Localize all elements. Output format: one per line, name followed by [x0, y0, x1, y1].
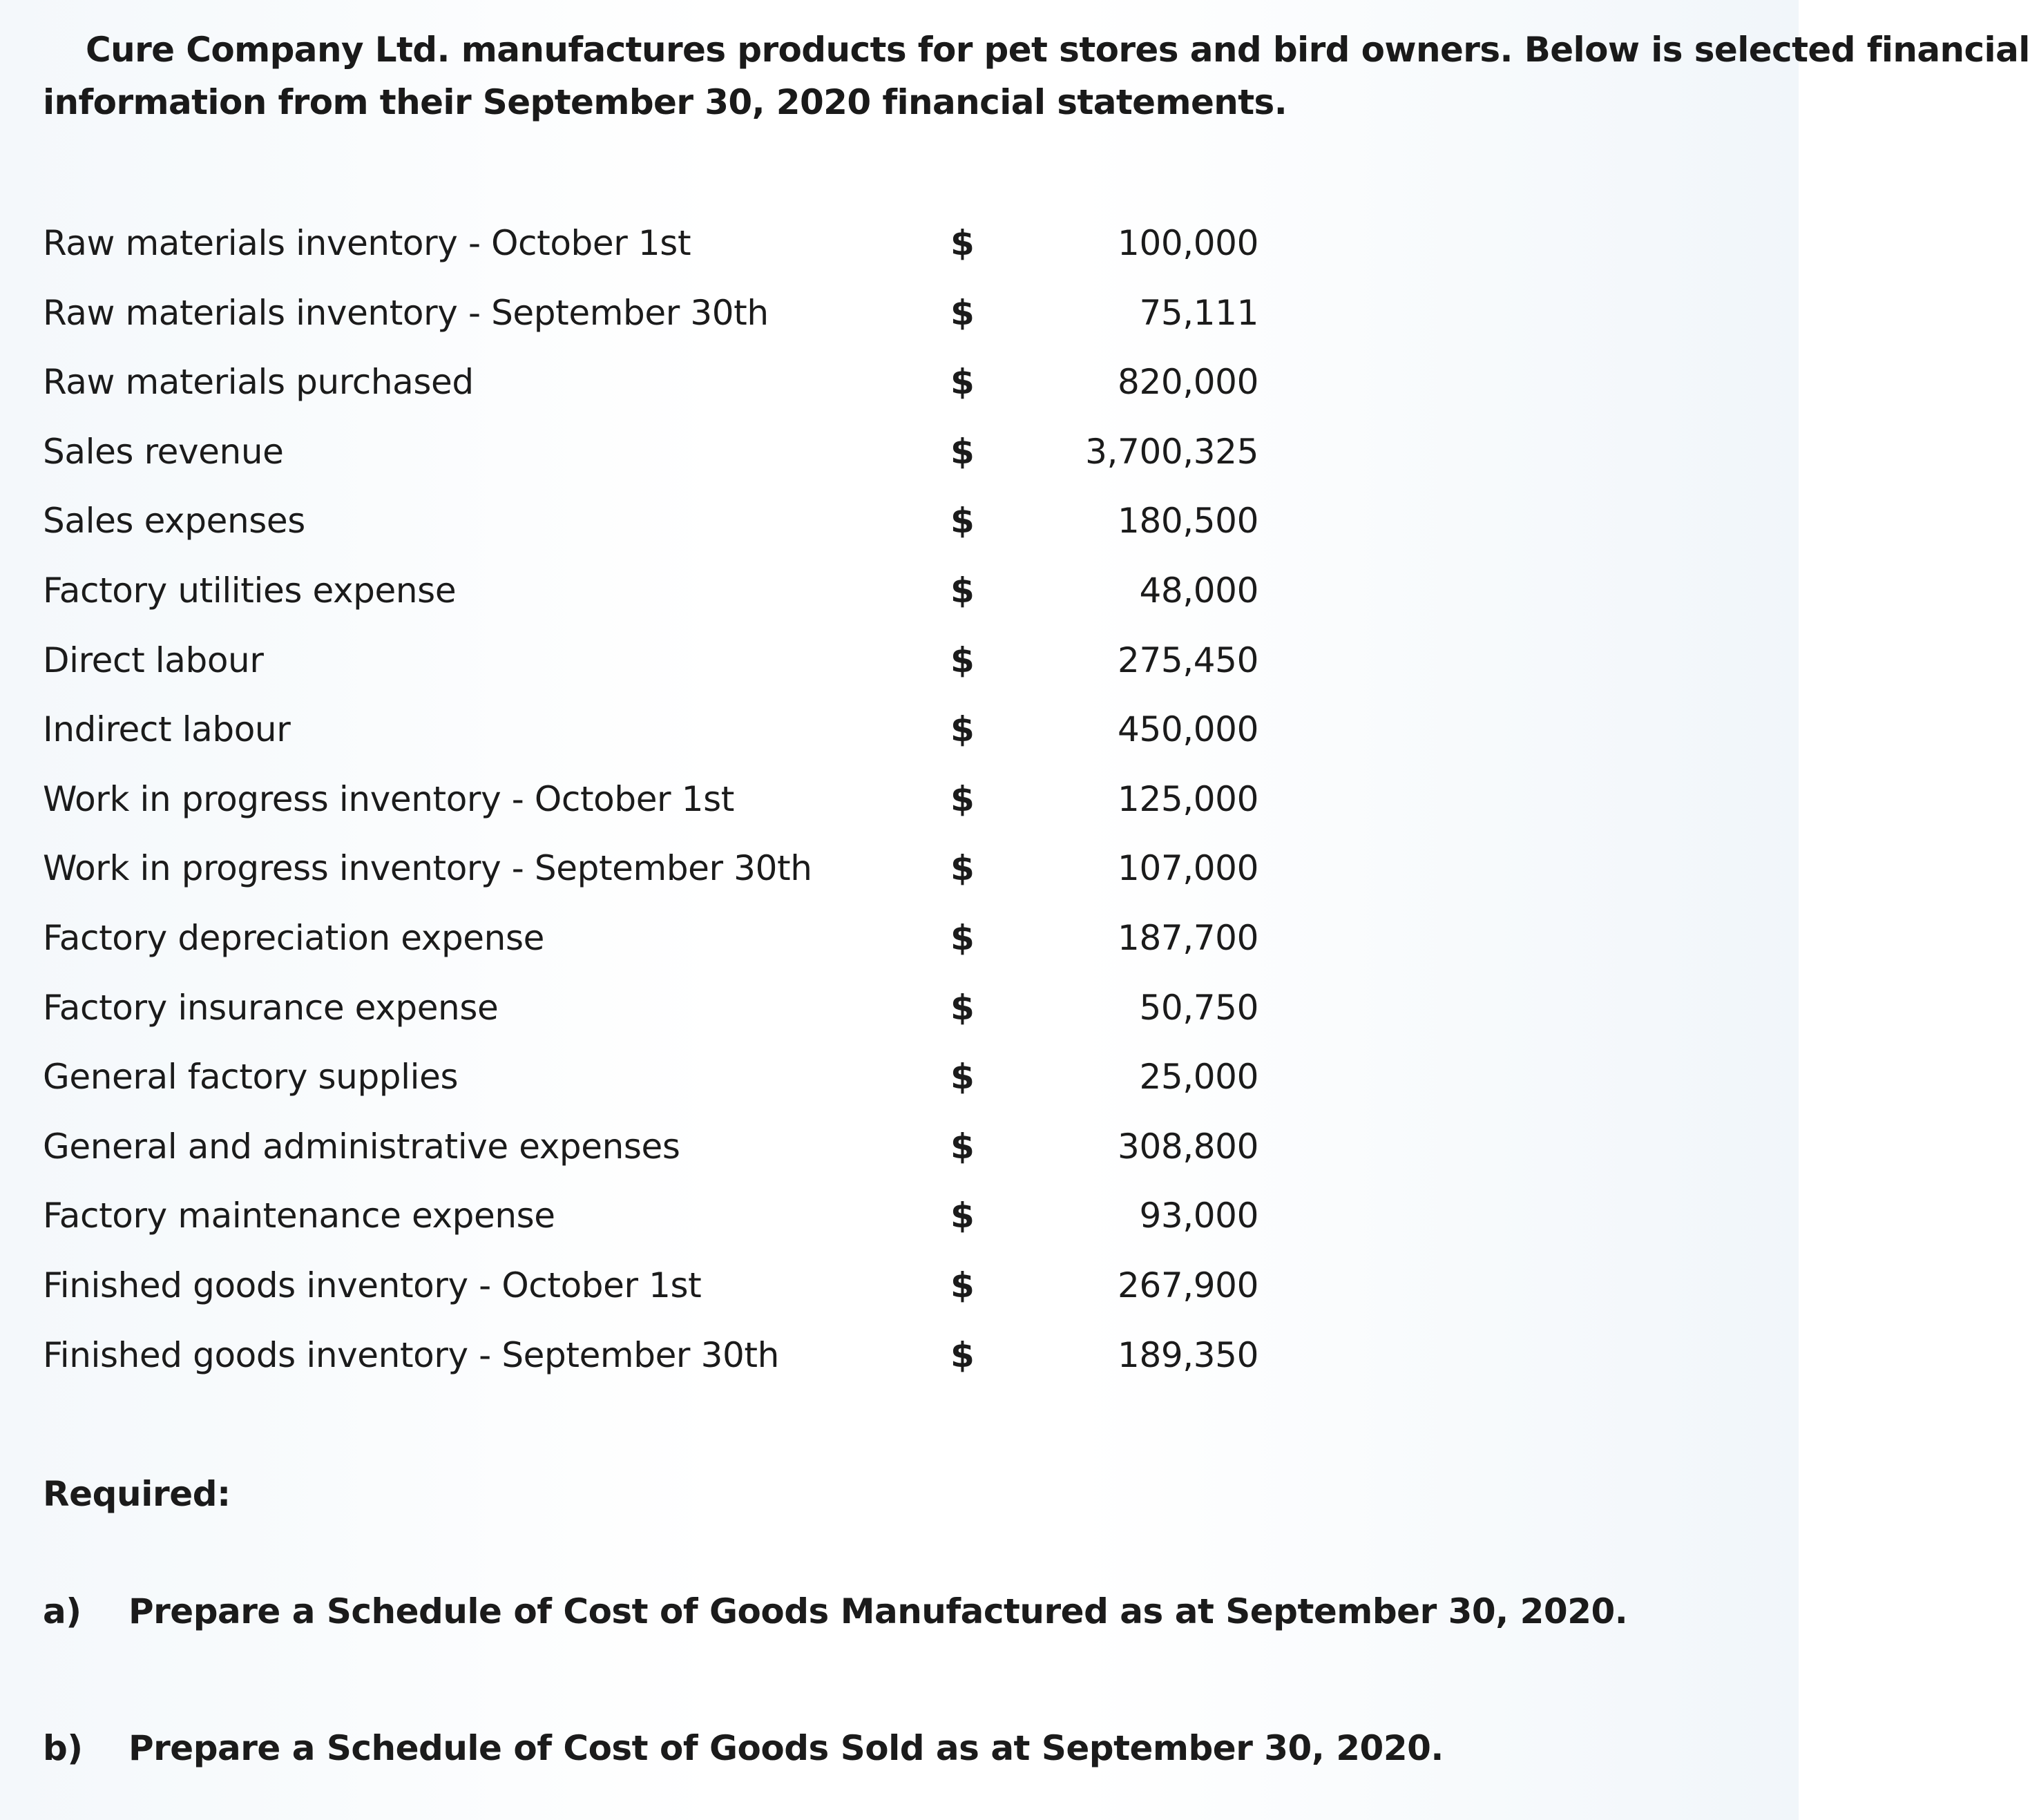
- currency-symbol: $: [950, 501, 975, 542]
- currency-symbol: $: [950, 778, 975, 819]
- item-label: General factory supplies: [43, 1057, 459, 1098]
- currency-symbol: $: [950, 1126, 975, 1167]
- item-label: Raw materials purchased: [43, 362, 474, 403]
- table-row: [43, 907, 1258, 977]
- currency-symbol: $: [950, 362, 975, 403]
- item-amount: 48,000: [1139, 570, 1258, 611]
- item-label: Factory maintenance expense: [43, 1196, 555, 1236]
- item-label: Sales revenue: [43, 431, 284, 472]
- currency-symbol: $: [950, 1196, 975, 1236]
- item-amount: 93,000: [1139, 1196, 1258, 1236]
- table-row: [43, 282, 1258, 352]
- intro-paragraph: [43, 23, 2030, 128]
- item-amount: 275,450: [1118, 640, 1258, 680]
- financial-data-table: [43, 212, 1258, 1393]
- item-amount: 189,350: [1118, 1334, 1258, 1375]
- item-amount: 25,000: [1139, 1057, 1258, 1098]
- currency-symbol: $: [950, 1265, 975, 1305]
- item-label: General and administrative expenses: [43, 1126, 680, 1167]
- item-label: Finished goods inventory - September 30th: [43, 1334, 779, 1375]
- table-row: [43, 351, 1258, 421]
- part-text: Prepare a Schedule of Cost of Goods Sold as at September 30, 2020.: [128, 1728, 1444, 1768]
- item-amount: 308,800: [1118, 1126, 1258, 1167]
- table-row: [43, 212, 1258, 282]
- required-part-b: [43, 1717, 1493, 1779]
- item-amount: 180,500: [1118, 501, 1258, 542]
- currency-symbol: $: [950, 1057, 975, 1098]
- item-label: Factory utilities expense: [43, 570, 457, 611]
- item-amount: 187,700: [1118, 917, 1258, 958]
- required-heading: Required:: [43, 1474, 231, 1514]
- item-amount: 50,750: [1139, 987, 1258, 1028]
- item-label: Raw materials inventory - September 30th: [43, 292, 769, 333]
- part-marker: a): [43, 1591, 82, 1631]
- currency-symbol: $: [950, 570, 975, 611]
- intro-line-2: information from their September 30, 2020 financial statements.: [43, 82, 1287, 122]
- table-row: [43, 421, 1258, 490]
- item-amount: 107,000: [1118, 848, 1258, 889]
- item-amount: 450,000: [1118, 709, 1258, 750]
- table-row: [43, 698, 1258, 768]
- table-row: [43, 837, 1258, 907]
- table-row: [43, 977, 1258, 1046]
- required-part-a: [43, 1580, 1628, 1642]
- item-label: Finished goods inventory - October 1st: [43, 1265, 702, 1305]
- item-amount: 267,900: [1118, 1265, 1258, 1305]
- table-row: [43, 768, 1258, 838]
- currency-symbol: $: [950, 709, 975, 750]
- currency-symbol: $: [950, 292, 975, 333]
- item-label: Work in progress inventory - October 1st: [43, 778, 734, 819]
- table-row: [43, 1046, 1258, 1115]
- item-amount: 125,000: [1118, 778, 1258, 819]
- item-label: Sales expenses: [43, 501, 305, 542]
- item-amount: 75,111: [1139, 292, 1258, 333]
- item-label: Factory insurance expense: [43, 987, 499, 1028]
- currency-symbol: $: [950, 431, 975, 472]
- intro-line-1: Cure Company Ltd. manufactures products for pet stores and bird owners. Below is selected financial: [86, 30, 2030, 70]
- currency-symbol: $: [950, 223, 975, 263]
- table-row: [43, 559, 1258, 629]
- part-text: Prepare a Schedule of Cost of Goods Manufactured as at September 30, 2020.: [128, 1591, 1628, 1631]
- item-label: Raw materials inventory - October 1st: [43, 223, 691, 263]
- currency-symbol: $: [950, 917, 975, 958]
- currency-symbol: $: [950, 1334, 975, 1375]
- currency-symbol: $: [950, 640, 975, 680]
- table-row: [43, 1115, 1258, 1185]
- table-row: [43, 1185, 1258, 1254]
- table-row: [43, 1254, 1258, 1324]
- item-amount: 100,000: [1118, 223, 1258, 263]
- currency-symbol: $: [950, 987, 975, 1028]
- table-row: [43, 629, 1258, 699]
- item-amount: 3,700,325: [1085, 431, 1258, 472]
- item-label: Direct labour: [43, 640, 264, 680]
- part-marker: b): [43, 1728, 83, 1768]
- item-amount: 820,000: [1118, 362, 1258, 403]
- currency-symbol: $: [950, 848, 975, 889]
- item-label: Factory depreciation expense: [43, 917, 544, 958]
- item-label: Work in progress inventory - September 30th: [43, 848, 812, 889]
- item-label: Indirect labour: [43, 709, 291, 750]
- table-row: [43, 490, 1258, 559]
- table-row: [43, 1324, 1258, 1394]
